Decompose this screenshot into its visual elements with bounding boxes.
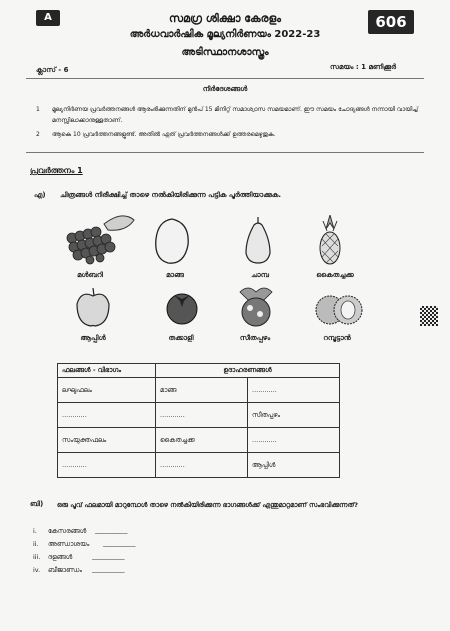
part-b-item-num: iii. — [33, 553, 41, 561]
set-badge: A — [36, 10, 60, 26]
table-cell: മാങ്ങ — [156, 378, 248, 403]
table-cell: ............ — [156, 453, 248, 478]
table-cell: ............ — [156, 403, 248, 428]
table-header-examples: ഉദാഹരണങ്ങൾ — [156, 364, 340, 378]
table-cell: ............ — [58, 403, 156, 428]
pineapple-image — [315, 215, 345, 267]
part-b-question: ഒരു പൂവ് ഫലമായി മാറുമ്പോൾ താഴെ നൽകിയിരിക്കുന്ന ഭാഗങ്ങൾക്ക് എന്തുമാറ്റമാണ് സംഭവിക്കുന്നത്? — [57, 501, 359, 509]
table-cell: കൈതച്ചക്ക — [156, 428, 248, 453]
table-cell: ............ — [58, 453, 156, 478]
rambutan-image — [310, 288, 366, 330]
table-row — [58, 403, 340, 428]
table-row — [58, 378, 340, 403]
custard-apple-image — [236, 284, 276, 328]
table-header-category: ഫലങ്ങൾ - വിഭാഗം — [58, 364, 156, 378]
table-row — [58, 453, 340, 478]
fruit-label-mango: മാങ്ങ — [166, 271, 184, 279]
part-a-marker: എ) — [34, 191, 46, 199]
part-a-text: ചിത്രങ്ങൾ നിരീക്ഷിച്ച് താഴെ നൽകിയിരിക്കുന്ന പട്ടിക പൂർത്തിയാക്കുക. — [60, 191, 282, 199]
fruit-label-rambutan: റമ്പൂട്ടാൻ — [323, 334, 351, 342]
table-cell: സീതപ്പഴം — [248, 403, 340, 428]
part-b-item-text: ദളങ്ങൾ — [48, 553, 73, 561]
divider-mid — [26, 152, 424, 153]
mango-image — [150, 215, 194, 267]
fruit-label-pineapple: കൈതച്ചക്ക — [316, 271, 354, 279]
instruction-marker-2: 2 — [36, 131, 40, 138]
class-label: ക്ലാസ് - 6 — [36, 66, 69, 74]
activity-title: പ്രവർത്തനം 1 — [30, 166, 83, 175]
instructions-title: നിർദേശങ്ങൾ — [202, 85, 248, 93]
answer-blank[interactable]: __________ — [92, 565, 125, 573]
tomato-image — [164, 287, 200, 327]
qr-code — [420, 306, 438, 326]
divider-top — [26, 78, 424, 79]
part-b-marker: ബി) — [30, 500, 44, 508]
answer-blank[interactable]: __________ — [92, 552, 125, 560]
table-row — [58, 428, 340, 453]
part-b-item-text: ബീജാണ്ഡം — [48, 566, 82, 574]
header-line-3: അടിസ്ഥാനശാസ്ത്രം — [181, 47, 269, 58]
table-cell: ലഘുഫലം — [58, 378, 156, 403]
fruit-label-apple: ആപ്പിൾ — [80, 334, 106, 342]
answer-blank[interactable]: __________ — [103, 539, 136, 547]
table-header-row — [58, 364, 340, 378]
answer-blank[interactable]: __________ — [95, 526, 128, 534]
table-cell: ആപ്പിൾ — [248, 453, 340, 478]
table-cell: ............ — [248, 428, 340, 453]
part-b-item-num: ii. — [33, 540, 39, 548]
part-b-item-text: അണ്ഡാശയം — [48, 540, 90, 548]
fruit-label-rose-apple: ചാമ്പ — [251, 271, 269, 279]
rose-apple-image — [240, 215, 276, 267]
mulberry-image — [60, 212, 140, 267]
code-badge: 606 — [368, 10, 414, 34]
apple-image — [75, 286, 111, 328]
header-line-1: സമഗ്ര ശിക്ഷാ കേരളം — [169, 12, 281, 25]
instruction-marker-1: 1 — [36, 106, 40, 113]
header-line-2: അർധവാർഷിക മൂല്യനിർണയം 2022-23 — [129, 29, 321, 40]
instruction-1: മൂല്യനിർണയ പ്രവർത്തനങ്ങൾ ആരംഭിക്കുന്നതിന് മുൻപ് 15 മിനിറ്റ് സമാശ്വാസ സമയമാണ്. ഈ സമയം ചോദ്യങ്ങൾ നന്നായി വായിച്ച് മനസ്സിലാക്കാനുള്ളതാണ്. — [52, 106, 418, 124]
fruit-label-custard-apple: സീതപ്പഴം — [239, 334, 271, 342]
table-cell: സംയുക്തഫലം — [58, 428, 156, 453]
part-b-item-num: i. — [33, 527, 37, 535]
time-label: സമയം : 1 മണിക്കൂർ — [330, 63, 396, 71]
fruit-label-tomato: തക്കാളി — [168, 334, 194, 342]
part-b-item-num: iv. — [33, 566, 41, 574]
fruit-category-table — [57, 363, 340, 478]
table-cell: ............ — [248, 378, 340, 403]
part-b-item-text: കേസരങ്ങൾ — [48, 527, 87, 535]
fruit-label-mulberry: മൾബറി — [77, 271, 103, 279]
instruction-2: ആകെ 10 പ്രവർത്തനങ്ങളുണ്ട്. അതിൽ ഏത് പ്രവർത്തനങ്ങൾക്ക് ഉത്തരമെഴുതുക. — [52, 131, 276, 138]
